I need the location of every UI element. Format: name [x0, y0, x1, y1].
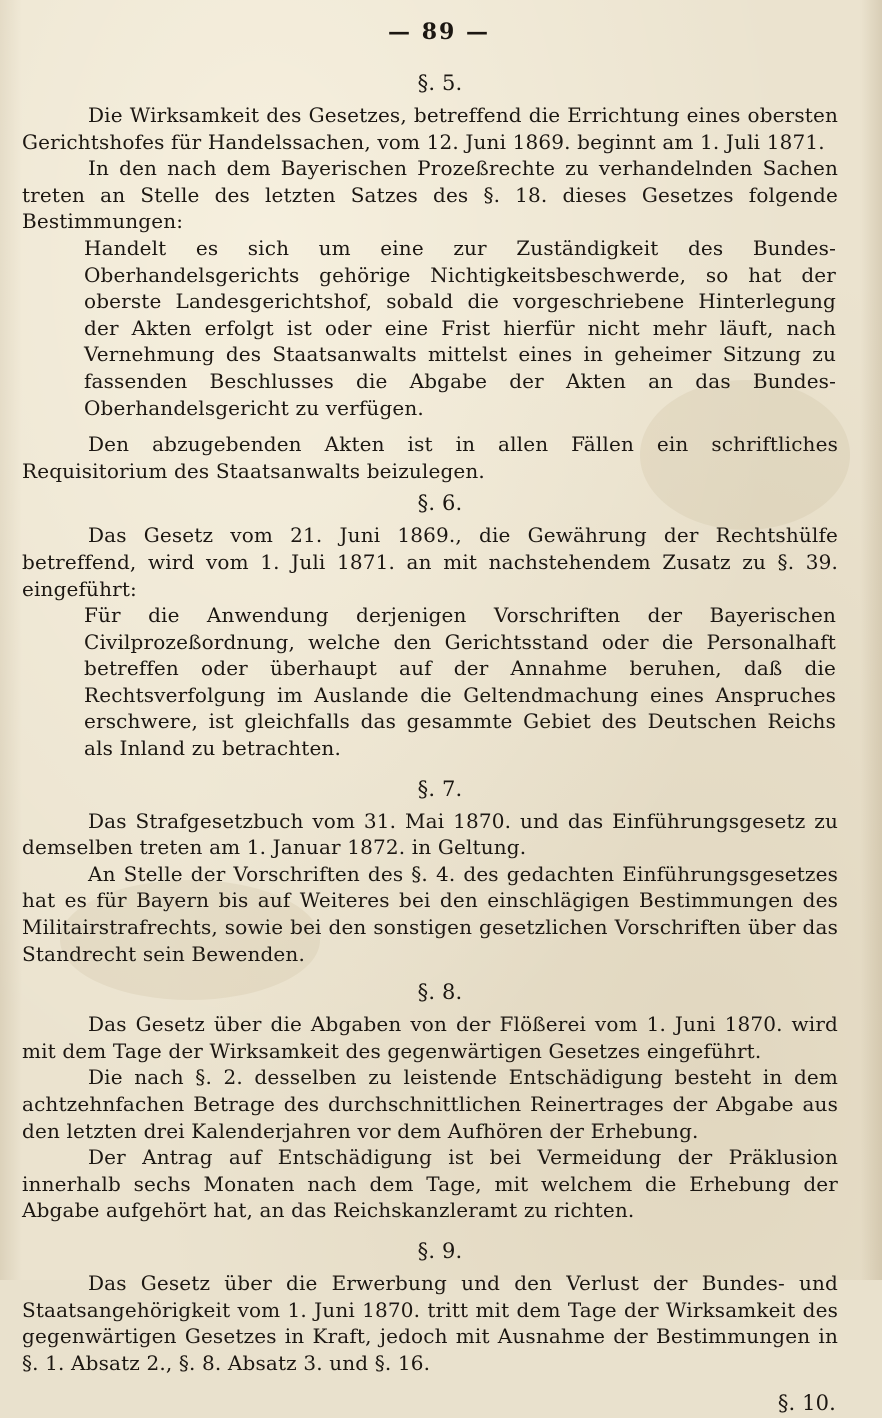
section-8: [22, 977, 838, 1224]
section-7: [22, 774, 838, 968]
quoted-provision: Handelt es sich um eine zur Zuständigkeit des Bundes-Oberhandelsgerichts gehörige Nichtigkeitsbeschwerde, so hat der oberste Landesgerichtshof, sobald die vorgeschriebene Hinterlegung der Akten erfolgt ist oder eine Frist hierfür nicht mehr läuft, nach Vernehmung des Staatsanwalts mittelst eines in geheimer Sitzung zu fassenden Beschlusses die Abgabe der Akten an das Bundes-Oberhandelsgericht zu verfügen.: [84, 235, 836, 420]
section-heading: §. 9.: [417, 1238, 463, 1263]
paragraph: Das Gesetz vom 21. Juni 1869., die Gewährung der Rechtshülfe betreffend, wird vom 1. Juli 1871. an mit nachstehendem Zusatz zu §. 39. eingeführt:: [22, 523, 838, 601]
section-6: [22, 488, 838, 761]
paragraph: In den nach dem Bayerischen Prozeßrechte zu verhandelnden Sachen treten an Stelle des letzten Satzes des §. 18. dieses Gesetzes folgende Bestimmungen:: [22, 156, 838, 234]
quoted-provision: Für die Anwendung derjenigen Vorschriften der Bayerischen Civilprozeßordnung, welche den Gerichtsstand oder die Personalhaft betreffen oder überhaupt auf der Annahme beruhen, daß die Rechtsverfolgung im Auslande die Geltendmachung eines Anspruches erschwere, ist gleichfalls das gesammte Gebiet des Deutschen Reichs als Inland zu betrachten.: [84, 603, 836, 761]
paragraph: Der Antrag auf Entschädigung ist bei Vermeidung der Präklusion innerhalb sechs Monaten nach dem Tage, mit welchem die Erhebung der Abgabe aufgehört hat, an das Reichskanzleramt zu richten.: [22, 1145, 838, 1223]
paragraph: Das Gesetz über die Erwerbung und den Verlust der Bundes- und Staatsangehörigkeit vom 1. Juni 1870. tritt mit dem Tage der Wirksamkeit des gegenwärtigen Gesetzes in Kraft, jedoch mit Ausnahme der Bestimmungen in §. 1. Absatz 2., §. 8. Absatz 3. und §. 16.: [22, 1270, 838, 1375]
paragraph: Die Wirksamkeit des Gesetzes, betreffend die Errichtung eines obersten Gerichtshofes für Handelssachen, vom 12. Juni 1869. beginnt am 1. Juli 1871.: [22, 103, 838, 154]
paragraph: An Stelle der Vorschriften des §. 4. des gedachten Einführungsgesetzes hat es für Bayern bis auf Weiteres bei den einschlägigen Bestimmungen des Militairstrafrechts, sowie bei den sonstigen gesetzlichen Vorschriften über das Standrecht sein Bewenden.: [22, 861, 838, 966]
page-number: — 89 —: [388, 19, 490, 45]
section-heading: §. 7.: [417, 776, 463, 801]
section-heading: §. 5.: [417, 71, 463, 95]
section-heading: §. 8.: [417, 980, 463, 1005]
paragraph: Das Strafgesetzbuch vom 31. Mai 1870. und das Einführungsgesetz zu demselben treten am 1. Januar 1872. in Geltung.: [22, 808, 838, 860]
paragraph: Den abzugebenden Akten ist in allen Fällen ein schriftliches Requisitorium des Staatsanwalts beizulegen.: [22, 432, 838, 483]
document-page: [22, 12, 838, 1418]
section-9: [22, 1236, 838, 1376]
paragraph: Das Gesetz über die Abgaben von der Flößerei vom 1. Juni 1870. wird mit dem Tage der Wirksamkeit des gegenwärtigen Gesetzes eingeführt.: [22, 1012, 838, 1063]
paragraph: Die nach §. 2. desselben zu leistende Entschädigung besteht in dem achtzehnfachen Betrage des durchschnittlichen Reinertrages der Abgabe aus den letzten drei Kalenderjahren vor dem Aufhören der Erhebung.: [22, 1065, 838, 1143]
next-section-heading: §. 10.: [777, 1391, 836, 1416]
section-5: [22, 68, 838, 484]
section-heading: §. 6.: [417, 491, 463, 516]
